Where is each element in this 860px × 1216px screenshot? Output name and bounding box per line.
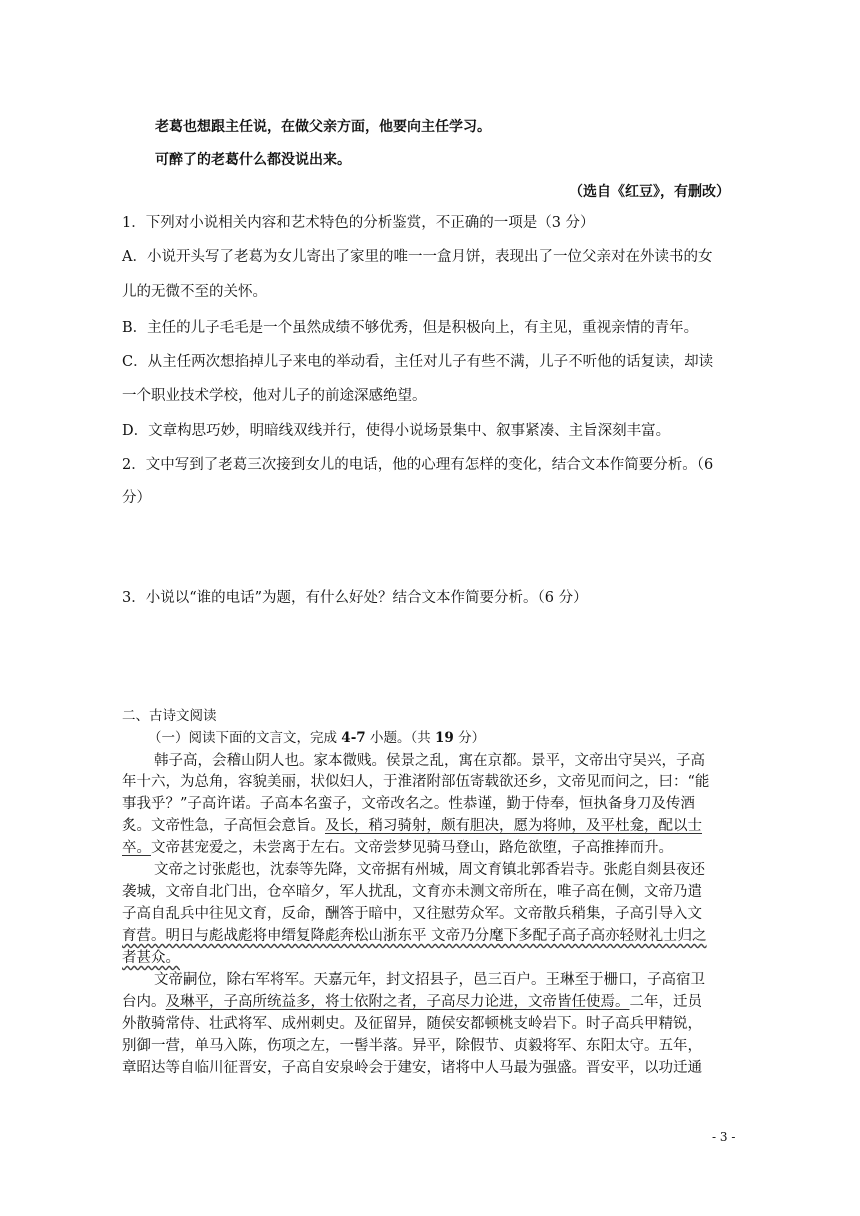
option-b: B．主任的儿子毛毛是一个虽然成绩不够优秀，但是积极向上，有主见，重视亲情的青年。 [122, 320, 699, 336]
passage-line: 章昭达等自临川征晋安，子高自安泉岭会于建安，诸将中人马最为强盛。晋安平，以功迁通 [122, 1060, 702, 1076]
question-3: 3．小说以“谁的电话”为题，有什么好处？结合文本作简要分析。（6 分） [122, 590, 588, 606]
source-note: （选自《红豆》，有删改） [569, 184, 730, 200]
story-paragraph: 可醉了的老葛什么都没说出来。 [155, 152, 351, 168]
passage-line: 文帝之讨张彪也，沈泰等先降，文帝据有州城，周文育镇北郭香岩寺。张彪自剡县夜还 [154, 862, 705, 878]
passage-line: 文帝嗣位，除右军将军。天嘉元年，封文招县子，邑三百户。王琳至于栅口，子高宿卫 [154, 972, 705, 988]
option-a: A．小说开头写了老葛为女儿寄出了家里的唯一一盒月饼，表现出了一位父亲对在外读书的女 [122, 249, 713, 265]
passage-line: 卒。文帝甚宠爱之，未尝离于左右。文帝尝梦见骑马登山，路危欲堕，子高推捧而升。 [122, 840, 673, 856]
question-2-cont: 分） [122, 490, 151, 506]
section-title: 二、古诗文阅读 [122, 708, 217, 724]
question-2: 2．文中写到了老葛三次接到女儿的电话，他的心理有怎样的变化，结合文本作简要分析。（6 [122, 457, 714, 473]
passage-line: 韩子高，会稽山阴人也。家本微贱。侯景之乱，寓在京都。景平，文帝出守吴兴，子高 [154, 753, 705, 769]
option-d: D．文章构思巧妙，明暗线双线并行，使得小说场景集中、叙事紧凑、主旨深刻丰富。 [122, 423, 671, 439]
story-paragraph: 老葛也想跟主任说，在做父亲方面，他要向主任学习。 [155, 119, 491, 135]
option-c-cont: 一个职业技术学校，他对儿子的前途深感绝望。 [122, 388, 427, 404]
option-c: C．从主任两次想掐掉儿子来电的举动看，主任对儿子有些不满，儿子不听他的话复读，却读 [122, 354, 714, 370]
option-a-cont: 儿的无微不至的关怀。 [122, 284, 267, 300]
passage-line: 外散骑常侍、壮武将军、成州刺史。及征留异，随侯安都顿桃支岭岩下。时子高兵甲精锐， [122, 1016, 702, 1032]
passage-line: 子高自乱兵中往见文育，反命，酬答于暗中，又往慰劳众军。文帝散兵稍集，子高引导入文 [122, 906, 702, 922]
section-subtitle: （一）阅读下面的文言文，完成 4-7 小题。（共 19 分） [148, 730, 486, 746]
passage-line: 台内。及琳平，子高所统益多，将士依附之者，子高尽力论进，文帝皆任使焉。二年，迁员 [122, 994, 702, 1010]
passage-line: 育营。明日与彪战彪将申缙复降彪奔松山浙东平 文帝乃分麾下多配子高子高亦轻财礼士归之 [122, 928, 707, 944]
passage-line: 事我乎？”子高许诺。子高本名蛮子，文帝改名之。性恭谨，勤于侍奉，恒执备身刀及传酒 [122, 796, 695, 812]
passage-line: 袭城，文帝自北门出，仓卒暗夕，军人扰乱，文育亦未测文帝所在，唯子高在侧，文帝乃遣 [122, 884, 702, 900]
passage-line: 别御一营，单马入陈，伤项之左，一髻半落。异平，除假节、贞毅将军、东阳太守。五年， [122, 1038, 702, 1054]
passage-line: 者甚众。 [122, 950, 180, 966]
page-number: - 3 - [712, 1130, 736, 1144]
question-1-stem: 1．下列对小说相关内容和艺术特色的分析鉴赏，不正确的一项是（3 分） [122, 215, 595, 231]
passage-line: 炙。文帝性急，子高恒会意旨。及长，稍习骑射，颇有胆决，愿为将帅，及平杜龛，配以士 [122, 818, 702, 834]
passage-line: 年十六，为总角，容貌美丽，状似妇人，于淮渚附部伍寄载欲还乡，文帝见而问之，曰：“能 [122, 774, 710, 790]
